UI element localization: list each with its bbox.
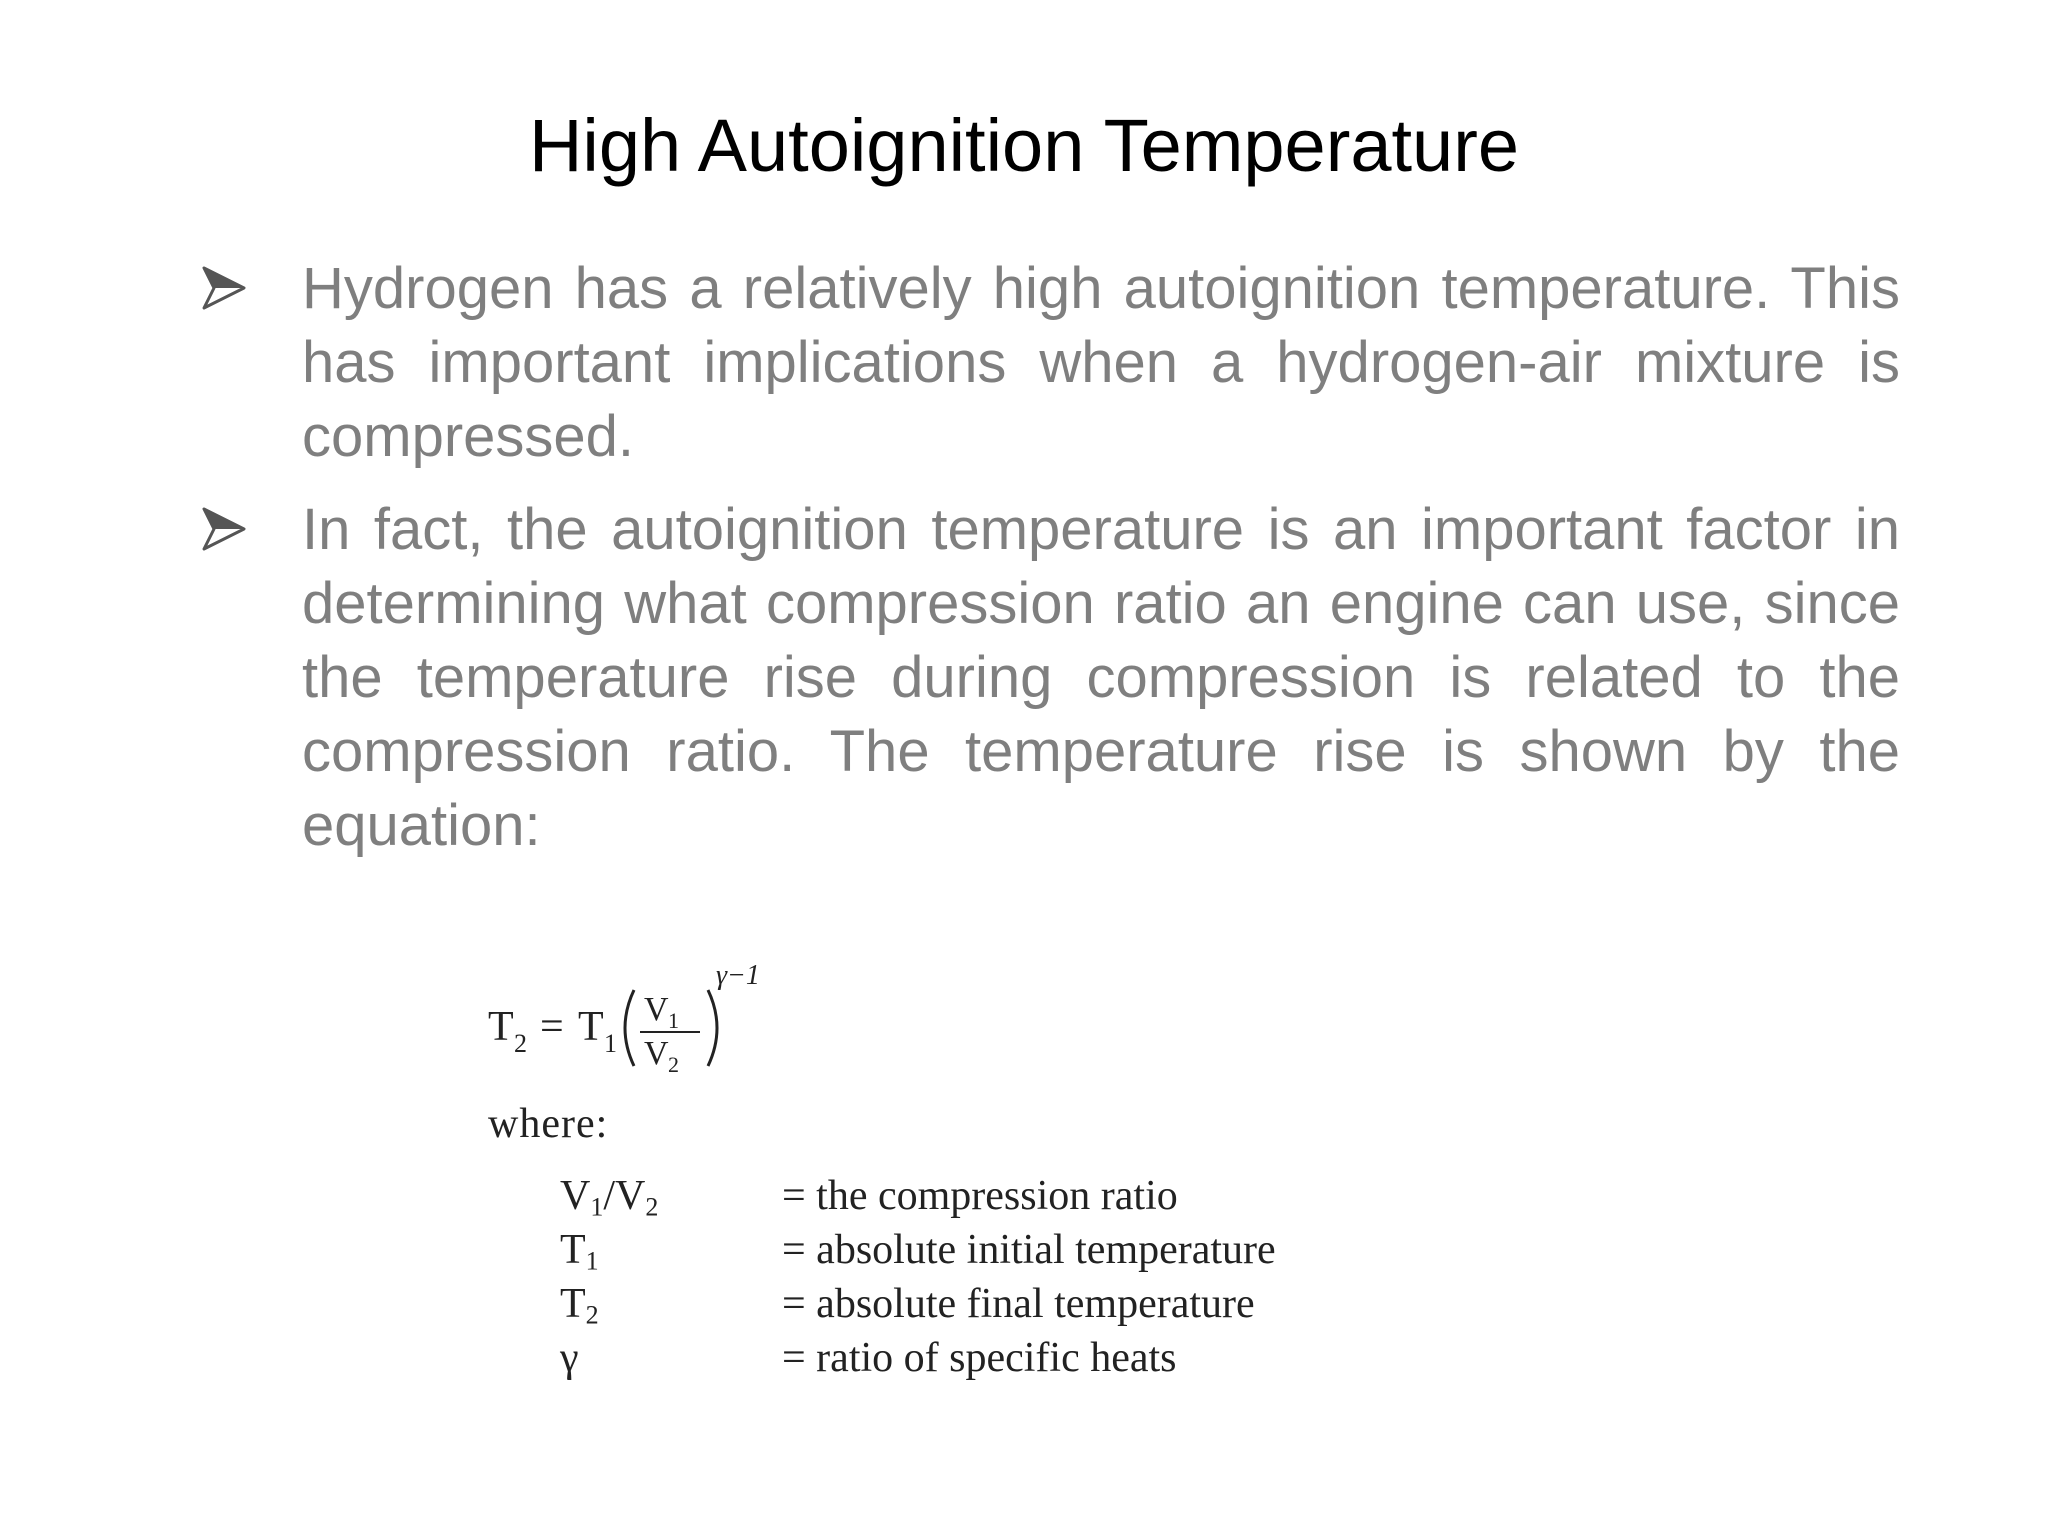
- definition-description: = absolute initial temperature: [782, 1227, 1276, 1273]
- definition-row: [560, 1226, 1560, 1280]
- eq-lhs-sub: 2: [514, 1029, 527, 1058]
- definition-symbol: $T_1$: [560, 1227, 599, 1276]
- definition-row: [560, 1280, 1560, 1334]
- definition-row: [560, 1172, 1560, 1226]
- definition-description: = ratio of specific heats: [782, 1335, 1177, 1381]
- bullet-list: [200, 252, 1900, 882]
- eq-t1: T: [578, 1004, 604, 1050]
- eq-denominator: V: [644, 1035, 669, 1072]
- temperature-rise-equation: [488, 960, 808, 1080]
- definition-symbol: $V_1/V_2$: [560, 1173, 659, 1222]
- bullet-text: In fact, the autoignition temperature is an important factor in determining what compression ratio an engine can use, since the temperature rise during compression is related to the compression ratio. The temperature rise is shown by the equation:: [302, 497, 1900, 858]
- eq-numerator-sub: 1: [668, 1008, 679, 1033]
- definition-symbol: γ: [560, 1335, 579, 1381]
- eq-lhs: T: [488, 1004, 514, 1050]
- definition-row: [560, 1334, 1560, 1388]
- eq-exponent: γ−1: [716, 960, 760, 991]
- where-label: where:: [488, 1101, 609, 1147]
- eq-equals: =: [540, 1004, 564, 1050]
- arrow-bullet-icon: [200, 258, 248, 318]
- bullet-item: [200, 252, 1900, 474]
- bullet-text: Hydrogen has a relatively high autoignition temperature. This has important implications when a hydrogen-air mixture is compressed.: [302, 256, 1900, 469]
- eq-numerator: V: [644, 991, 669, 1028]
- slide-title: High Autoignition Temperature: [528, 104, 1520, 187]
- equation-block: [488, 960, 1588, 1420]
- eq-denominator-sub: 2: [668, 1052, 679, 1077]
- definition-symbol: $T_2$: [560, 1281, 599, 1330]
- eq-t1-sub: 1: [604, 1029, 617, 1058]
- definitions-list: [560, 1172, 1560, 1388]
- definition-description: = absolute final temperature: [782, 1281, 1255, 1327]
- arrow-bullet-icon: [200, 499, 248, 559]
- bullet-item: [200, 493, 1900, 863]
- definition-description: = the compression ratio: [782, 1173, 1178, 1219]
